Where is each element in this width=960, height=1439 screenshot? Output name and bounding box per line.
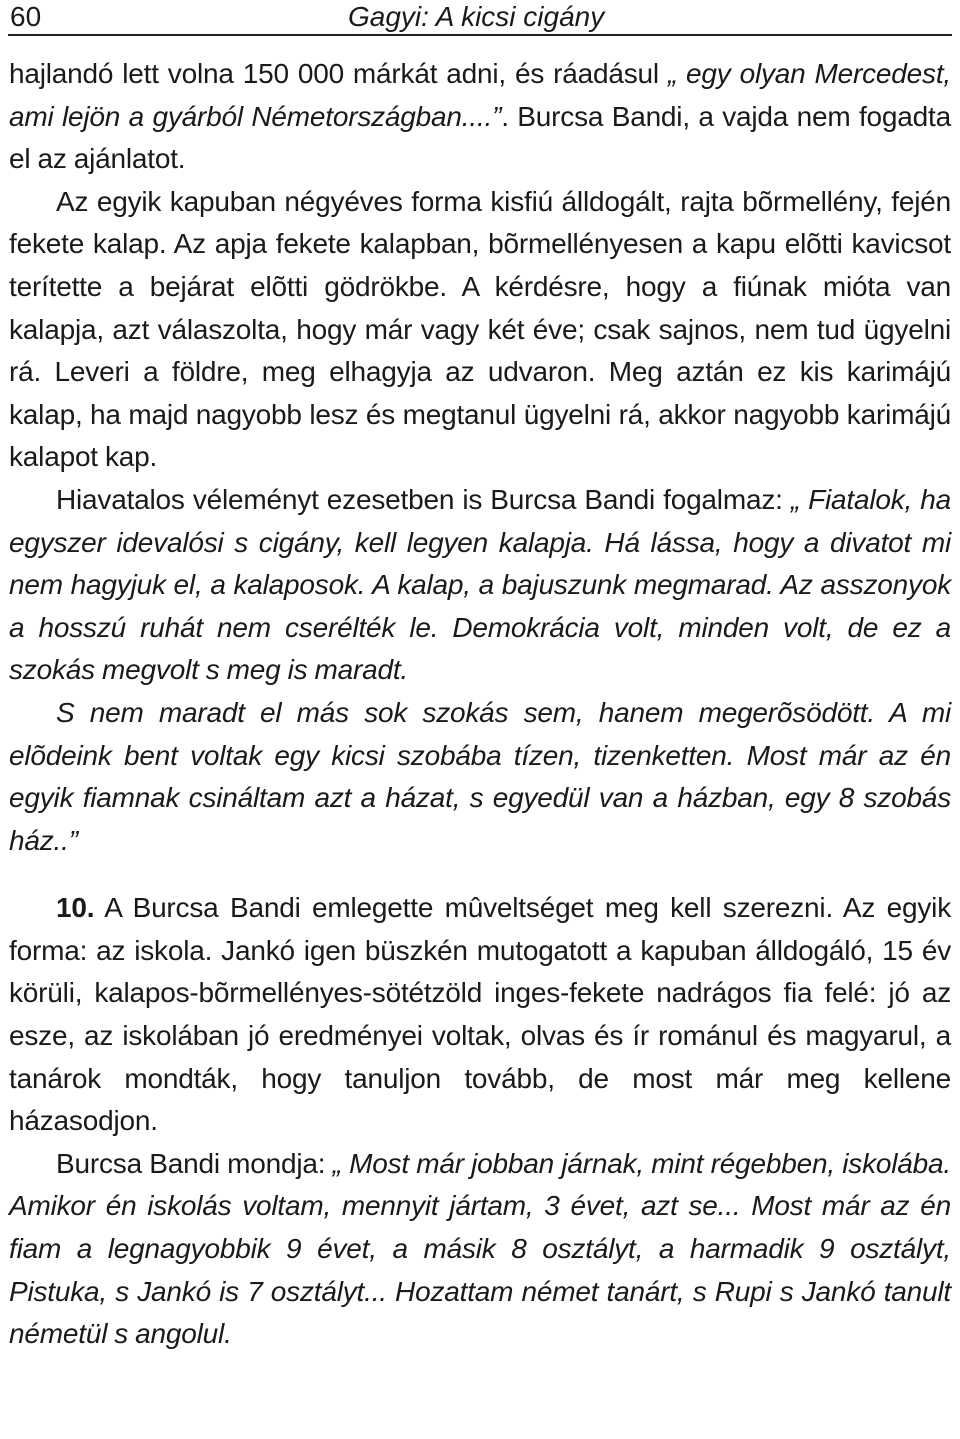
paragraph-5 (9, 887, 951, 1143)
running-title: Gagyi: A kicsi cigány (348, 1, 605, 32)
quoted-speech: S nem maradt el más sok szokás sem, hanem megerõsödött. A mi elõdeink bent voltak egy kicsi szobába tízen, tizenketten. Most már az én egyik fiamnak csináltam azt a házat, s egyedül van a házban, egy 8 szobás ház..” (9, 696, 951, 856)
paragraph-1 (9, 53, 951, 181)
paragraph-4 (9, 692, 951, 862)
quoted-speech: „ Most már jobban járnak, mint régebben, iskolába. Amikor én iskolás voltam, mennyit jártam, 3 évet, azt se... Most már az én fiam a legnagyobbik 9 évet, a másik 8 osztályt, a harmadik 9 osztályt, Pistuka, s Jankó is 7 osztályt... Hozattam német tanárt, s Rupi s Jankó tanult németül s angolul. (9, 1147, 951, 1350)
paragraph-text: Burcsa Bandi mondja: (56, 1147, 333, 1179)
paragraph-text: Az egyik kapuban négyéves forma kisfiú álldogált, rajta bõrmellény, fején fekete kalap. Az apja fekete kalapban, bõrmellényesen a kapu elõtti kavicsot terítette a bejárat elõtti gödrökbe. A kérdésre, hogy a fiúnak mióta van kalapja, azt válaszolta, hogy már vagy két éve; csak sajnos, nem tud ügyelni rá. Leveri a földre, meg elhagyja az udvaron. Meg aztán ez kis karimájú kalap, ha majd nagyobb lesz és megtanul ügyelni rá, akkor nagyobb karimájú kalapot kap. (9, 185, 951, 473)
paragraph-text: Hiavatalos véleményt ezesetben is Burcsa Bandi fogalmaz: (56, 483, 791, 515)
body-text (9, 53, 951, 1356)
paragraph-text: . Burcsa Bandi, a vajda nem fogadta el az ajánlatot. (9, 100, 951, 175)
page-header (8, 0, 952, 36)
page-number: 60 (10, 1, 42, 32)
paragraph-6 (9, 1143, 951, 1356)
quoted-speech: „ Fiatalok, ha egyszer idevalósi s cigány, kell legyen kalapja. Há lássa, hogy a divatot mi nem hagyjuk el, a kalaposok. A kalap, a bajuszunk megmarad. Az asszonyok a hosszú ruhát nem cserélték le. Demokrácia volt, minden volt, de ez a szokás megvolt s meg is maradt. (9, 483, 951, 686)
section-number: 10. (56, 892, 95, 924)
paragraph-3 (9, 479, 951, 692)
quoted-speech: „ egy olyan Mercedest, ami lejön a gyárból Németországban....” (9, 58, 951, 132)
paragraph-text: A Burcsa Bandi emlegette mûveltséget meg kell szerezni. Az egyik forma: az iskola. Jankó igen büszkén mutogatott a kapuban álldogáló, 15 év körüli, kalapos-bõrmellényes-sötétzöld inges-fekete nadrágos fia felé: jó az esze, az iskolában jó eredményei voltak, olvas és ír románul és magyarul, a tanárok mondták, hogy tanuljon tovább, de most már meg kellene házasodjon. (9, 892, 951, 1137)
paragraph-text: hajlandó lett volna 150 000 márkát adni, és ráadásul (9, 58, 668, 89)
paragraph-2 (9, 181, 951, 479)
